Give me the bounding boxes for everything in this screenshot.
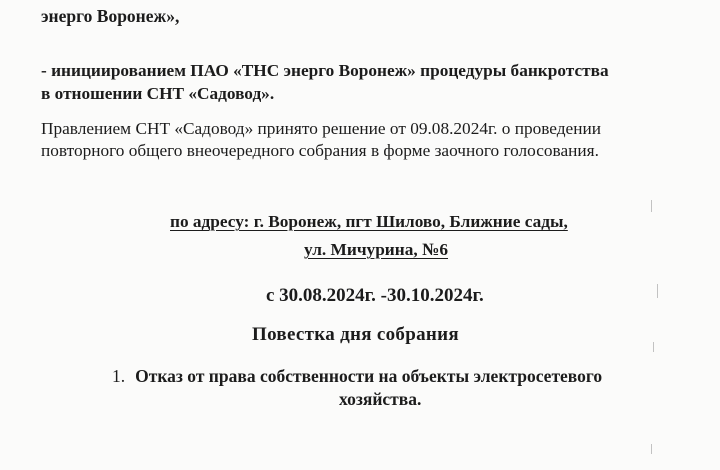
agenda-item-text-line-2: хозяйства. bbox=[339, 389, 422, 409]
agenda-title: Повестка дня собрания bbox=[252, 324, 459, 345]
decision-line-1: Правлением СНТ «Садовод» принято решение от 09.08.2024г. о проведении bbox=[41, 119, 601, 138]
bullet-line-1: - инициированием ПАО «ТНС энерго Воронеж» процедуры банкротства bbox=[41, 61, 609, 80]
scan-artifact-mark bbox=[651, 444, 652, 454]
address-line-2: ул. Мичурина, №6 bbox=[304, 240, 449, 259]
scan-artifact-mark bbox=[653, 342, 654, 352]
agenda-item-number: 1. bbox=[112, 366, 126, 386]
scan-artifact-mark bbox=[657, 284, 658, 298]
agenda-item-text-line-1: Отказ от права собственности на объекты электросетевого bbox=[135, 366, 603, 386]
decision-line-2: повторного общего внеочередного собрания в форме заочного голосования. bbox=[41, 141, 599, 160]
agenda-item-1 bbox=[112, 366, 602, 386]
scan-artifact-mark bbox=[651, 200, 652, 212]
dates-line: с 30.08.2024г. -30.10.2024г. bbox=[266, 285, 484, 306]
text-line-top: энерго Воронеж», bbox=[41, 6, 180, 26]
address-line-1: по адресу: г. Воронеж, пгт Шилово, Ближние сады, bbox=[170, 212, 568, 231]
bullet-line-2: в отношении СНТ «Садовод». bbox=[41, 84, 275, 103]
cropped-text-fragment bbox=[40, 0, 300, 2]
